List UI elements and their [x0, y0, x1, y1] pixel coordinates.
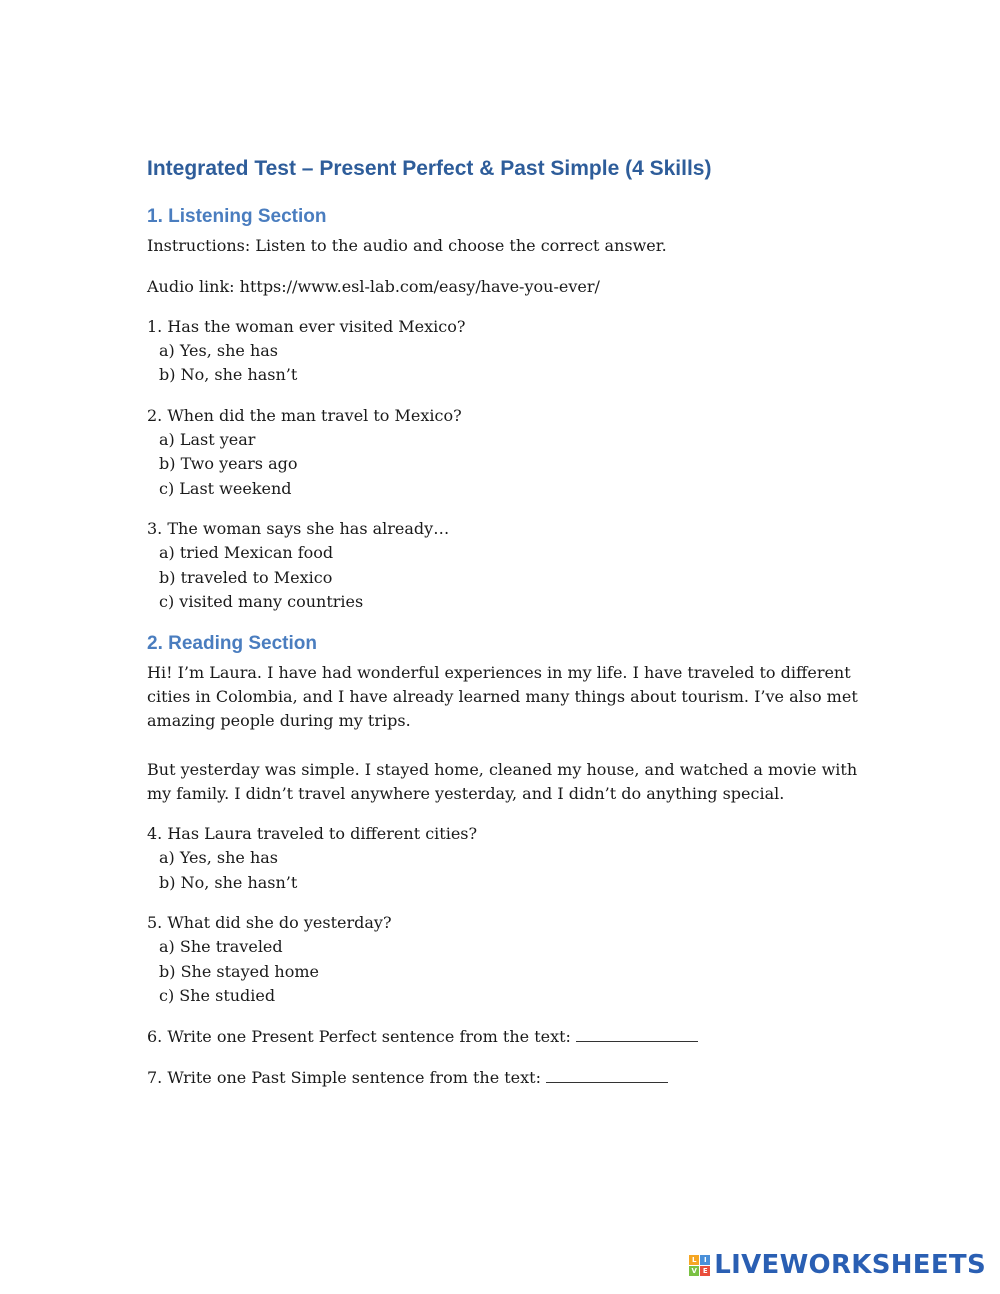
logo-square-i: I	[700, 1255, 710, 1265]
listening-heading: 1. Listening Section	[147, 206, 327, 227]
question-4: 4. Has Laura traveled to different cities?	[147, 824, 478, 843]
q5-option-a[interactable]: a) She traveled	[159, 937, 283, 956]
question-6	[147, 1024, 698, 1048]
q1-option-b[interactable]: b) No, she hasn’t	[159, 365, 298, 384]
page-title: Integrated Test – Present Perfect & Past Simple (4 Skills)	[147, 157, 712, 180]
q5-option-c[interactable]: c) She studied	[159, 986, 276, 1005]
question-5: 5. What did she do yesterday?	[147, 913, 392, 932]
q3-option-a[interactable]: a) tried Mexican food	[159, 543, 334, 562]
reading-heading: 2. Reading Section	[147, 633, 317, 654]
listening-instructions: Instructions: Listen to the audio and choose the correct answer.	[147, 236, 667, 255]
logo-square-l: L	[689, 1255, 699, 1265]
brand-name: LIVEWORKSHEETS	[714, 1250, 986, 1280]
audio-link[interactable]: Audio link: https://www.esl-lab.com/easy/have-you-ever/	[147, 277, 600, 296]
q2-option-c[interactable]: c) Last weekend	[159, 479, 292, 498]
question-7	[147, 1065, 668, 1089]
logo-square-e: E	[700, 1266, 710, 1276]
question-7-text: 7. Write one Past Simple sentence from the text:	[147, 1068, 541, 1087]
reading-paragraph-1: Hi! I’m Laura. I have had wonderful experiences in my life. I have traveled to different cities in Colombia, and I have already learned many things about tourism. I’ve also met amazing people during my trips.	[147, 663, 858, 730]
question-1: 1. Has the woman ever visited Mexico?	[147, 317, 466, 336]
question-3: 3. The woman says she has already…	[147, 519, 450, 538]
q5-option-b[interactable]: b) She stayed home	[159, 962, 319, 981]
logo-squares-icon	[689, 1255, 710, 1276]
logo-square-v: V	[689, 1266, 699, 1276]
liveworksheets-logo[interactable]	[689, 1250, 986, 1280]
q7-answer-blank[interactable]	[546, 1065, 668, 1083]
question-2: 2. When did the man travel to Mexico?	[147, 406, 462, 425]
q4-option-b[interactable]: b) No, she hasn’t	[159, 873, 298, 892]
q1-option-a[interactable]: a) Yes, she has	[159, 341, 279, 360]
q2-option-b[interactable]: b) Two years ago	[159, 454, 298, 473]
q4-option-a[interactable]: a) Yes, she has	[159, 848, 279, 867]
q2-option-a[interactable]: a) Last year	[159, 430, 256, 449]
reading-paragraph-2: But yesterday was simple. I stayed home, cleaned my house, and watched a movie with my family. I didn’t travel anywhere yesterday, and I didn’t do anything special.	[147, 760, 858, 803]
question-6-text: 6. Write one Present Perfect sentence from the text:	[147, 1027, 571, 1046]
q3-option-c[interactable]: c) visited many countries	[159, 592, 364, 611]
q3-option-b[interactable]: b) traveled to Mexico	[159, 568, 333, 587]
q6-answer-blank[interactable]	[576, 1024, 698, 1042]
